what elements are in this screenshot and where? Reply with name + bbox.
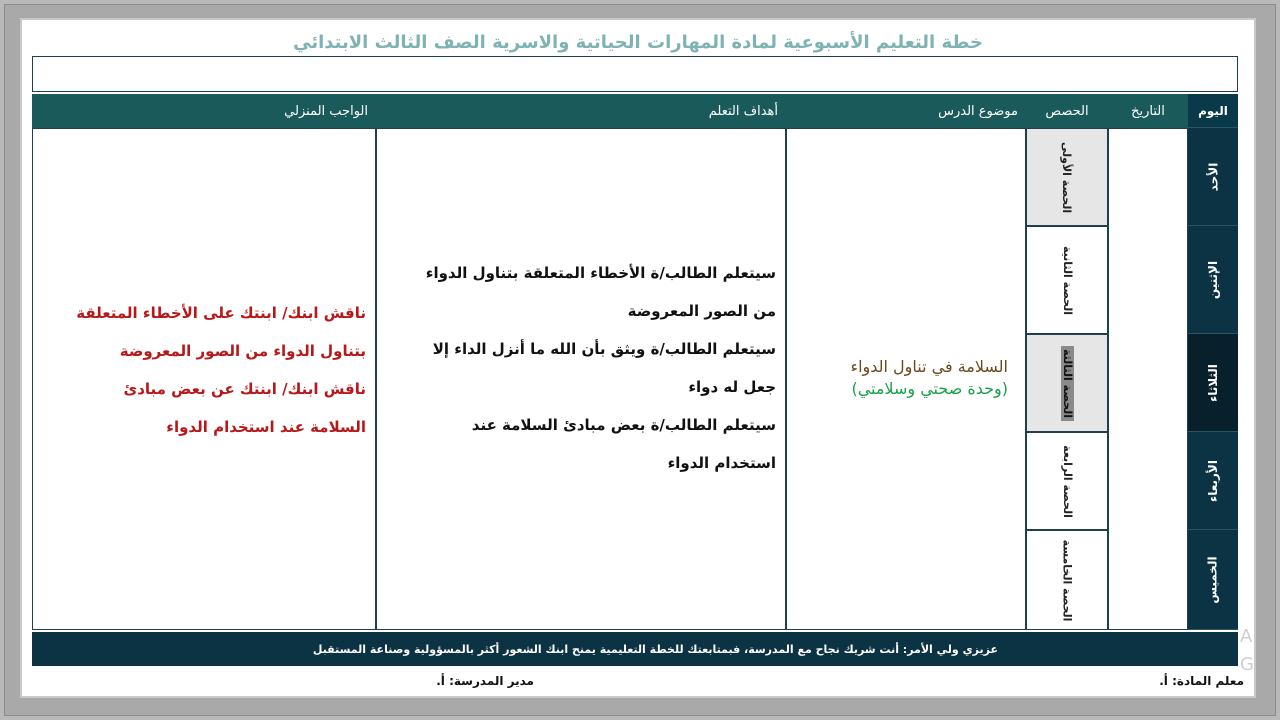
homework-line: السلامة عند استخدام الدواء — [166, 418, 366, 436]
weekly-plan-table — [32, 94, 1238, 632]
goal-line: سيتعلم الطالب/ة ويثق بأن الله ما أنزل الداء إلا — [432, 340, 776, 358]
day-thursday: الخميس — [1188, 530, 1238, 630]
goal-line: سيتعلم الطالب/ة الأخطاء المتعلقة بتناول الدواء — [425, 264, 776, 282]
period-5: الحصة الخامسة — [1026, 530, 1108, 630]
header-homework: الواجب المنزلي — [32, 94, 376, 128]
homework-line: بتناول الدواء من الصور المعروضة — [119, 342, 366, 360]
day-monday: الإثنين — [1188, 226, 1238, 334]
goal-line: استخدام الدواء — [667, 454, 776, 472]
header-date: التاريخ — [1108, 94, 1188, 128]
lesson-unit: (وحدة صحتي وسلامتي) — [851, 379, 1008, 398]
header-lesson: موضوع الدرس — [786, 94, 1026, 128]
header-goals: أهداف التعلم — [376, 94, 786, 128]
edge-letter-a: A — [1240, 626, 1253, 647]
plan-sheet — [20, 18, 1256, 698]
goal-line: سيتعلم الطالب/ة بعض مبادئ السلامة عند — [471, 416, 776, 434]
lesson-topic — [798, 356, 1008, 400]
day-wednesday: الأربعاء — [1188, 432, 1238, 530]
title-box — [32, 56, 1238, 92]
teacher-signature: معلم المادة: أ. — [1159, 674, 1244, 688]
edge-letter-g: G — [1240, 654, 1254, 675]
lesson-topic-text: السلامة في تناول الدواء — [850, 357, 1008, 376]
day-column — [1188, 128, 1238, 630]
date-column — [1108, 128, 1188, 630]
day-sunday: الأحد — [1188, 128, 1238, 226]
parent-note-banner: عزيزي ولي الأمر: أنت شريك نجاح مع المدرسة، فبمتابعتك للخطة التعليمية يمنح ابنك الشعور أكثر بالمسؤولية وصناعة المستقبل — [32, 632, 1238, 666]
homework-line: ناقش ابنك/ ابنتك عن بعض مبادئ — [123, 380, 366, 398]
period-3: الحصة الثالثة — [1026, 334, 1108, 432]
homework-line: ناقش ابنك/ ابنتك على الأخطاء المتعلقة — [76, 304, 366, 322]
period-1: الحصة الأولى — [1026, 128, 1108, 226]
goal-line: من الصور المعروضة — [627, 302, 776, 320]
goals-list — [386, 254, 776, 482]
period-2: الحصة الثانية — [1026, 226, 1108, 334]
homework-list — [42, 294, 366, 446]
header-periods: الحصص — [1026, 94, 1108, 128]
goal-line: جعل له دواء — [688, 378, 776, 396]
day-tuesday: الثلاثاء — [1188, 334, 1238, 432]
header-day: اليوم — [1188, 94, 1238, 128]
period-4: الحصة الرابعة — [1026, 432, 1108, 530]
principal-signature: مدير المدرسة: أ. — [436, 674, 534, 688]
page-title: خطة التعليم الأسبوعية لمادة المهارات الحياتية والاسرية الصف الثالث الابتدائي — [293, 32, 983, 53]
